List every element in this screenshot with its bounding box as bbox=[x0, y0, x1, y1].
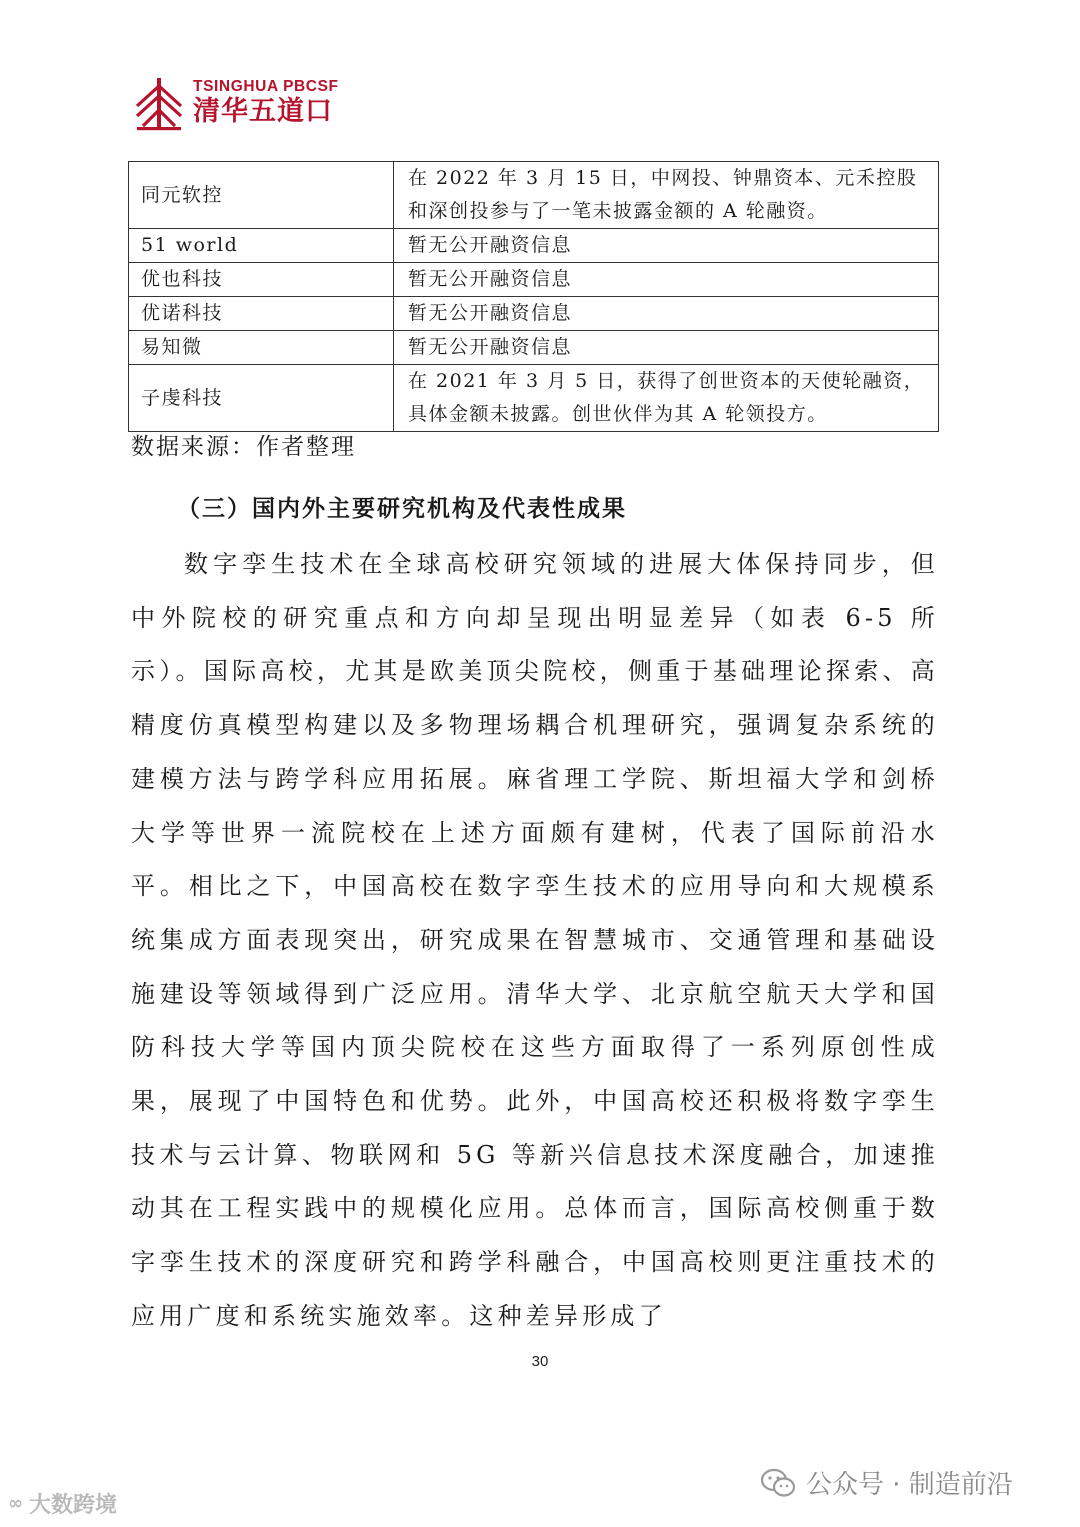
watermark-corner bbox=[8, 1488, 117, 1519]
table-row bbox=[129, 229, 939, 263]
company-cell: 同元软控 bbox=[129, 162, 394, 229]
info-cell: 在 2022 年 3 月 15 日，中网投、钟鼎资本、元禾控股和深创投参与了一笔未披露金额的 A 轮融资。 bbox=[394, 162, 939, 229]
watermark-left-text: 大数跨境 bbox=[29, 1493, 118, 1518]
tsinghua-pbcsf-logo bbox=[133, 72, 339, 134]
table-row bbox=[129, 162, 939, 229]
wechat-icon bbox=[760, 1468, 796, 1498]
table-row bbox=[129, 331, 939, 365]
company-cell: 易知微 bbox=[129, 331, 394, 365]
info-cell: 在 2021 年 3 月 5 日，获得了创世资本的天使轮融资，具体金额未披露。创世伙伴为其 A 轮领投方。 bbox=[394, 365, 939, 432]
page-number: 30 bbox=[531, 1353, 549, 1370]
company-cell: 优诺科技 bbox=[129, 297, 394, 331]
company-cell: 优也科技 bbox=[129, 263, 394, 297]
chain-link-icon: ∞ bbox=[8, 1493, 23, 1514]
table-row bbox=[129, 297, 939, 331]
logo-chinese: 清华五道口 bbox=[193, 96, 333, 127]
data-source-note: 数据来源：作者整理 bbox=[131, 434, 356, 460]
watermark-right-text: 公众号 · 制造前沿 bbox=[806, 1470, 1013, 1500]
company-cell: 子虔科技 bbox=[129, 365, 394, 432]
info-cell: 暂无公开融资信息 bbox=[394, 297, 939, 331]
info-cell: 暂无公开融资信息 bbox=[394, 229, 939, 263]
table-row bbox=[129, 263, 939, 297]
info-cell: 暂无公开融资信息 bbox=[394, 331, 939, 365]
body-paragraph: 数字孪生技术在全球高校研究领域的进展大体保持同步，但中外院校的研究重点和方向却呈现出明显差异（如表 6-5 所示）。国际高校，尤其是欧美顶尖院校，侧重于基础理论探索、高精度仿真模型构建以及多物理场耦合机理研究，强调复杂系统的建模方法与跨学科应用拓展。麻省理工学院、斯坦福大学和剑桥大学等世界一流院校在上述方面颇有建树，代表了国际前沿水平。相比之下，中国高校在数字孪生技术的应用导向和大规模系统集成方面表现突出，研究成果在智慧城市、交通管理和基础设施建设等领域得到广泛应用。清华大学、北京航空航天大学和国防科技大学等国内顶尖院校在这些方面取得了一系列原创性成果，展现了中国特色和优势。此外，中国高校还积极将数字孪生技术与云计算、物联网和 5G 等新兴信息技术深度融合，加速推动其在工程实践中的规模化应用。总体而言，国际高校侧重于数字孪生技术的深度研究和跨学科融合，中国高校则更注重技术的应用广度和系统实施效率。这种差异形成了 bbox=[131, 550, 939, 1330]
logo-english: TSINGHUA PBCSF bbox=[193, 78, 339, 95]
section-heading: （三）国内外主要研究机构及代表性成果 bbox=[177, 495, 627, 522]
info-cell: 暂无公开融资信息 bbox=[394, 263, 939, 297]
table-row bbox=[129, 365, 939, 432]
watermark-wechat bbox=[760, 1464, 1013, 1501]
logo-emblem-icon bbox=[133, 74, 185, 132]
funding-table bbox=[128, 161, 939, 432]
company-cell: 51 world bbox=[129, 229, 394, 263]
